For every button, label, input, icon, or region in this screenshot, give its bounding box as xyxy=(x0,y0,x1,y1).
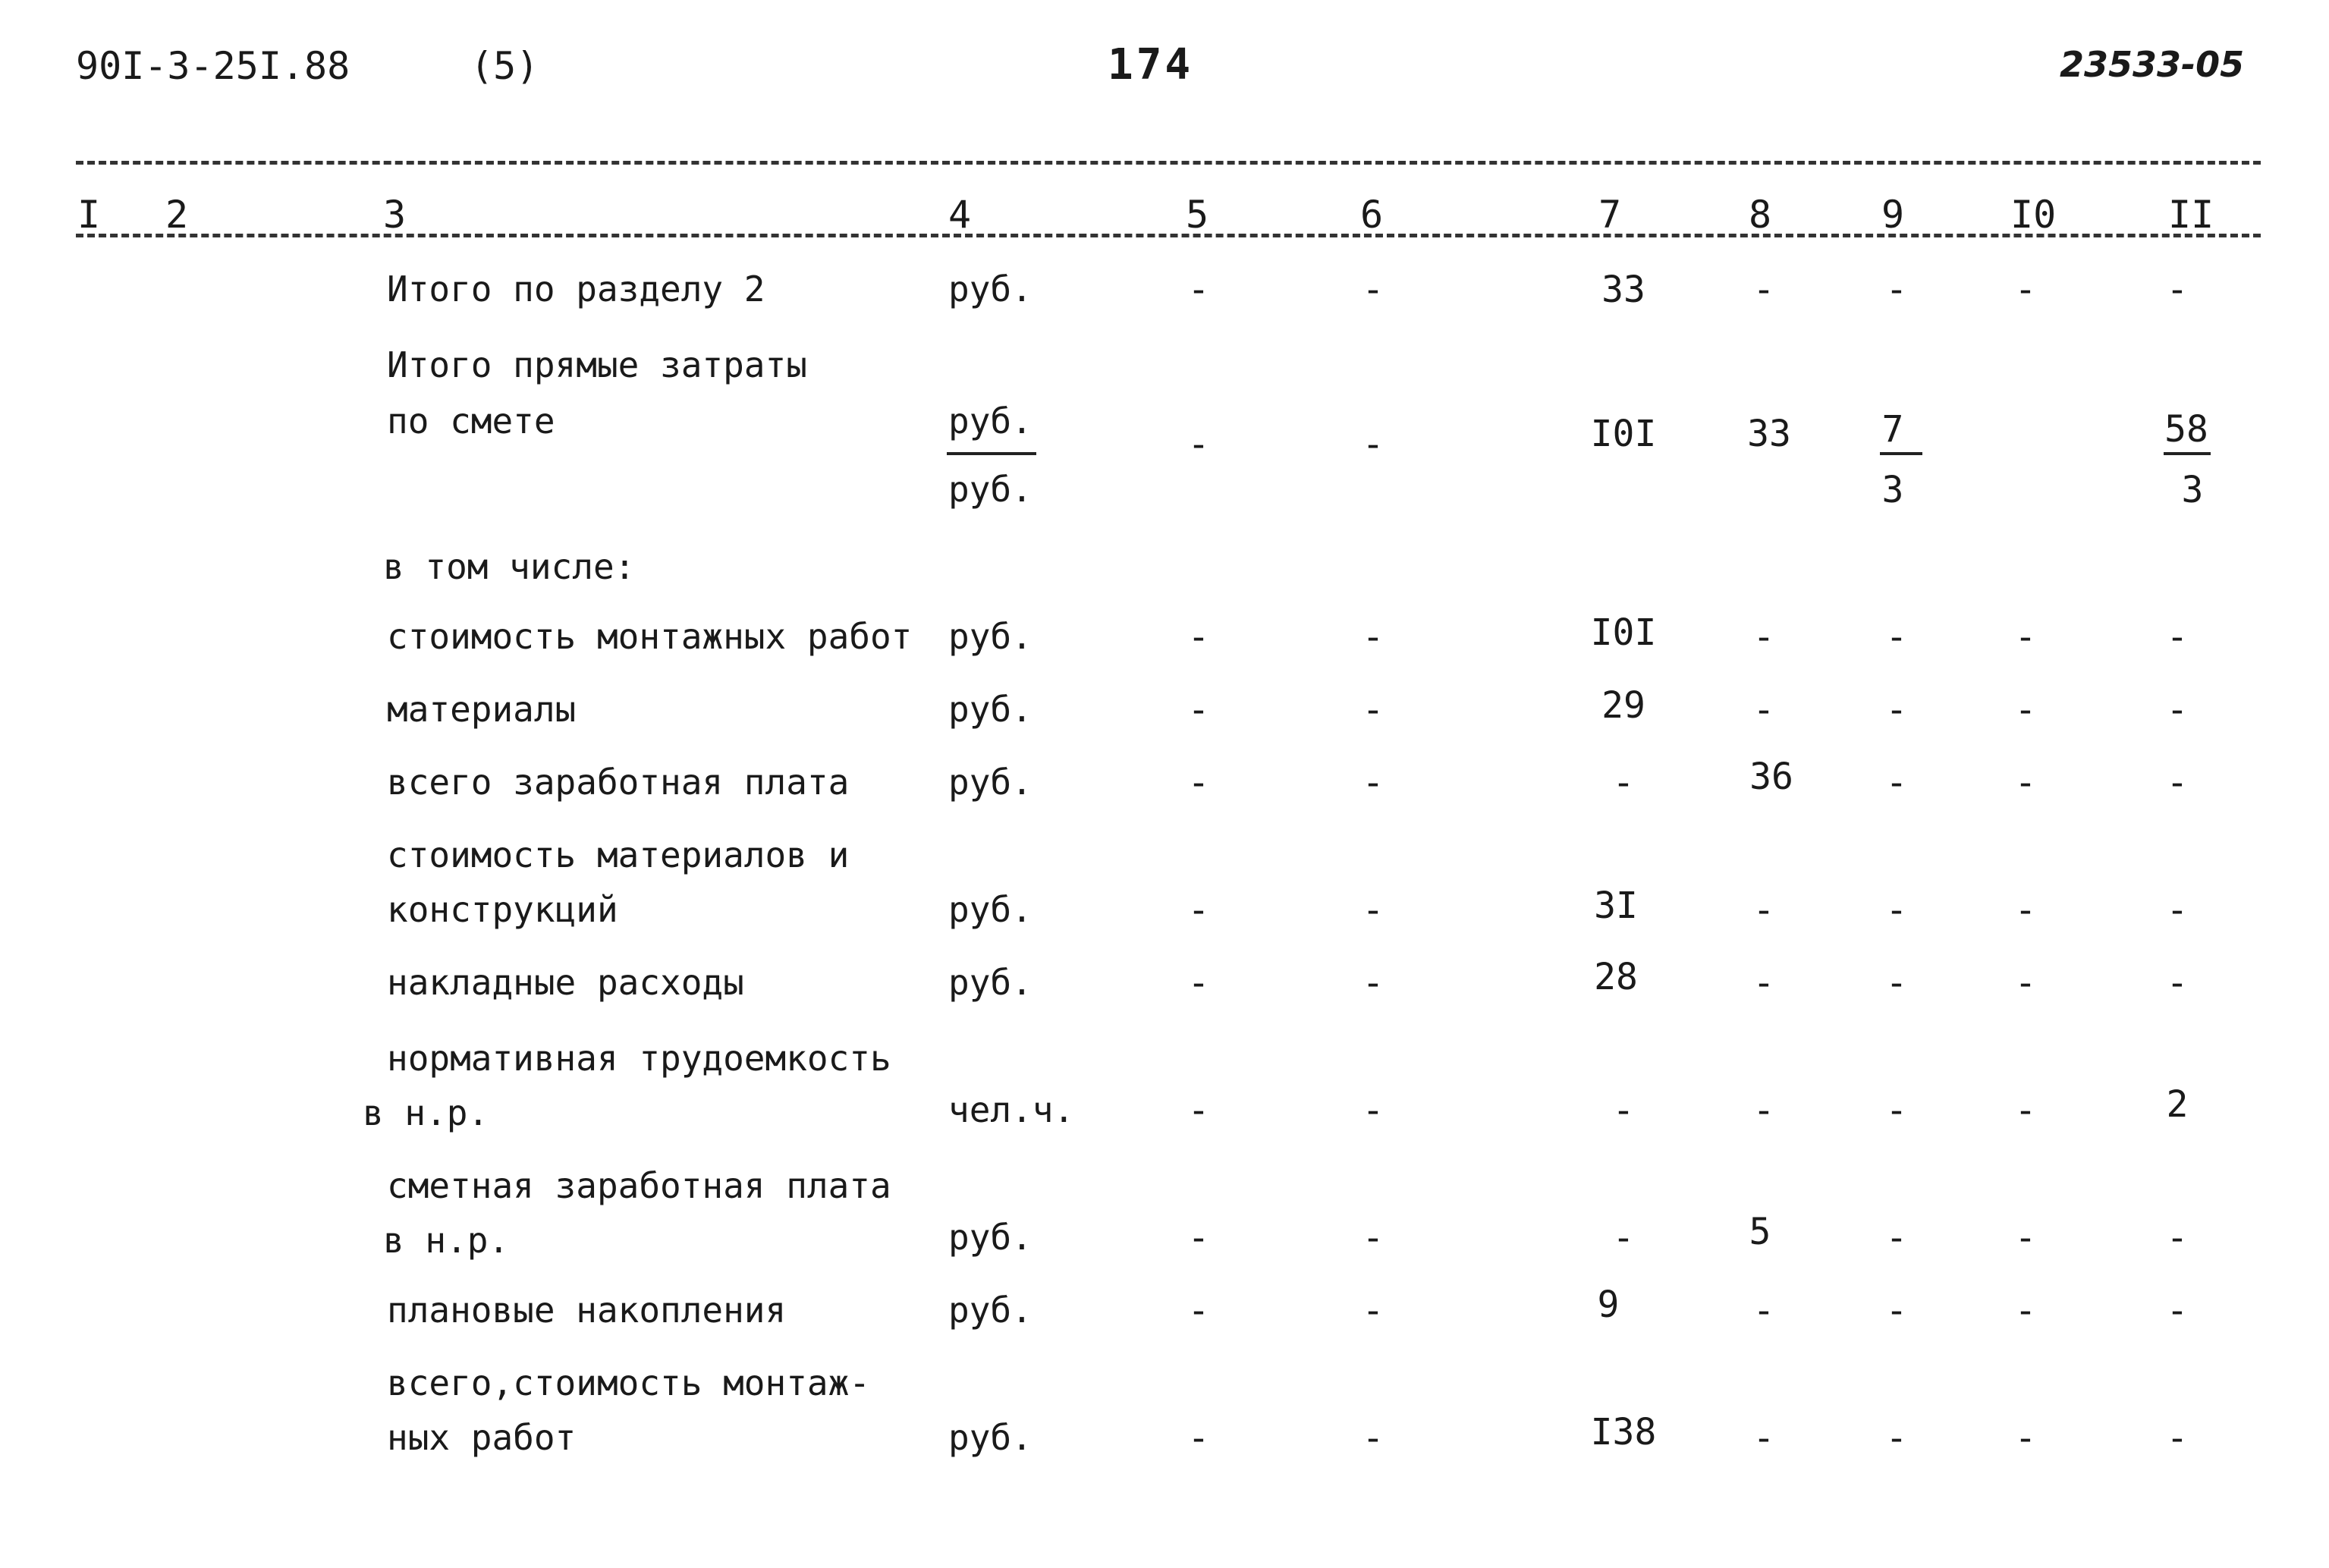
cell-c6: - xyxy=(1362,1089,1385,1132)
row-unit: руб. xyxy=(948,889,1032,930)
row-label: стоимость монтажных работ xyxy=(387,616,913,657)
cell-c11-numerator: 58 xyxy=(2164,408,2208,451)
row-unit: руб. xyxy=(948,401,1032,441)
cell-c5: - xyxy=(1187,1217,1210,1259)
cell-c7: - xyxy=(1612,1217,1635,1259)
cell-c8: - xyxy=(1752,1089,1775,1132)
cell-c7: - xyxy=(1612,1089,1635,1132)
cell-c10: - xyxy=(2014,269,2037,311)
row-label: по смете xyxy=(387,401,555,441)
row-label: конструкций xyxy=(387,889,618,930)
row-label: Итого прямые затраты xyxy=(387,344,807,385)
cell-c10: - xyxy=(2014,1417,2037,1460)
cell-c8: - xyxy=(1752,889,1775,932)
row-label: сметная заработная плата xyxy=(387,1165,891,1206)
cell-c6: - xyxy=(1362,762,1385,804)
col-header-1: I xyxy=(77,193,101,237)
cell-c9-denominator: 3 xyxy=(1881,469,1904,511)
col-header-2: 2 xyxy=(165,193,189,237)
cell-c11: - xyxy=(2166,616,2189,658)
cell-c10: - xyxy=(2014,889,2037,932)
cell-c6: - xyxy=(1362,1417,1385,1460)
row-label: накладные расходы xyxy=(387,962,744,1003)
cell-c9: - xyxy=(1885,1417,1908,1460)
cell-c6: - xyxy=(1362,1217,1385,1259)
row-unit: руб. xyxy=(948,1290,1032,1331)
cell-c9: - xyxy=(1885,616,1908,658)
cell-c8: 5 xyxy=(1749,1211,1771,1253)
cell-c8: - xyxy=(1752,689,1775,731)
cell-c11: - xyxy=(2166,962,2189,1004)
cell-c11: - xyxy=(2166,1217,2189,1259)
cell-c8: 36 xyxy=(1749,756,1793,798)
cell-c10: - xyxy=(2014,962,2037,1004)
row-label: в н.р. xyxy=(363,1092,489,1133)
row-unit: руб. xyxy=(948,962,1032,1003)
cell-c8: - xyxy=(1752,962,1775,1004)
row-label: ных работ xyxy=(387,1417,577,1458)
cell-c5: - xyxy=(1187,1417,1210,1460)
cell-c6: - xyxy=(1362,689,1385,731)
col-header-5: 5 xyxy=(1186,193,1209,237)
row-label: всего,стоимость монтаж- xyxy=(387,1362,870,1403)
cell-c9: - xyxy=(1885,689,1908,731)
row-unit: руб. xyxy=(948,1217,1032,1258)
row-label: плановые накопления xyxy=(387,1290,787,1331)
col-header-3: 3 xyxy=(383,193,407,237)
row-label: всего заработная плата xyxy=(387,762,850,803)
cell-c9: - xyxy=(1885,1217,1908,1259)
cell-c7: - xyxy=(1612,762,1635,804)
row-label: стоимость материалов и xyxy=(387,834,850,875)
col-header-9: 9 xyxy=(1881,193,1905,237)
fraction-bar xyxy=(947,452,1036,455)
cell-c8: - xyxy=(1752,269,1775,311)
cell-c6: - xyxy=(1362,269,1385,311)
cell-c11: - xyxy=(2166,1290,2189,1332)
col-header-7: 7 xyxy=(1598,193,1622,237)
cell-c5: - xyxy=(1187,689,1210,731)
cell-c9: - xyxy=(1885,1290,1908,1332)
cell-c11: - xyxy=(2166,889,2189,932)
cell-c11: 2 xyxy=(2166,1083,2189,1126)
cell-c6: - xyxy=(1362,889,1385,932)
cell-c5: - xyxy=(1187,269,1210,311)
header-top-rule xyxy=(76,161,2261,165)
row-label: в том числе: xyxy=(383,546,636,587)
row-unit: руб. xyxy=(948,762,1032,803)
cell-c9: - xyxy=(1885,1089,1908,1132)
cell-c8: 33 xyxy=(1747,413,1791,455)
cell-c10: - xyxy=(2014,616,2037,658)
cell-c10: - xyxy=(2014,1290,2037,1332)
cell-c7: 28 xyxy=(1594,956,1638,998)
row-unit: чел.ч. xyxy=(948,1089,1075,1130)
inventory-stamp: 23533-05 xyxy=(2060,44,2245,85)
col-header-8: 8 xyxy=(1749,193,1772,237)
cell-c7: I38 xyxy=(1590,1411,1657,1453)
row-label: материалы xyxy=(387,689,577,730)
cell-c5: - xyxy=(1187,1290,1210,1332)
cell-c9: - xyxy=(1885,962,1908,1004)
row-unit: руб. xyxy=(948,1417,1032,1458)
cell-c11: - xyxy=(2166,1417,2189,1460)
cell-c9: - xyxy=(1885,269,1908,311)
cell-c11: - xyxy=(2166,762,2189,804)
cell-c6: - xyxy=(1362,962,1385,1004)
cell-c9-numerator: 7 xyxy=(1881,408,1904,451)
row-unit: руб. xyxy=(948,689,1032,730)
cell-c8: - xyxy=(1752,1417,1775,1460)
cell-c11: - xyxy=(2166,269,2189,311)
cell-c6: - xyxy=(1362,1290,1385,1332)
row-unit-denominator: руб. xyxy=(948,469,1032,510)
cell-c5: - xyxy=(1187,423,1210,466)
cell-c5: - xyxy=(1187,762,1210,804)
row-label: нормативная трудоемкость xyxy=(387,1038,891,1079)
cell-c7: 29 xyxy=(1601,684,1645,727)
cell-c9: - xyxy=(1885,889,1908,932)
fraction-bar xyxy=(1880,452,1922,455)
cell-c7: 9 xyxy=(1597,1284,1620,1326)
cell-c11-denominator: 3 xyxy=(2181,469,2204,511)
cell-c5: - xyxy=(1187,962,1210,1004)
row-unit: руб. xyxy=(948,269,1032,310)
cell-c5: - xyxy=(1187,616,1210,658)
cell-c10: - xyxy=(2014,1089,2037,1132)
cell-c5: - xyxy=(1187,1089,1210,1132)
cell-c9: - xyxy=(1885,762,1908,804)
fraction-bar xyxy=(2164,452,2211,455)
col-header-10: I0 xyxy=(2010,193,2057,237)
row-label: в н.р. xyxy=(383,1220,510,1261)
cell-c5: - xyxy=(1187,889,1210,932)
cell-c8: - xyxy=(1752,616,1775,658)
row-label: Итого по разделу 2 xyxy=(387,269,765,310)
sheet-number: (5) xyxy=(470,44,539,88)
document-code: 90I-3-25I.88 xyxy=(76,44,350,88)
cell-c7: I0I xyxy=(1590,611,1657,654)
page-number: 174 xyxy=(1108,40,1194,90)
cell-c10: - xyxy=(2014,1217,2037,1259)
cell-c7: 33 xyxy=(1601,269,1645,311)
col-header-4: 4 xyxy=(948,193,972,237)
cell-c6: - xyxy=(1362,616,1385,658)
cell-c8: - xyxy=(1752,1290,1775,1332)
cell-c10: - xyxy=(2014,762,2037,804)
col-header-11: II xyxy=(2168,193,2214,237)
col-header-6: 6 xyxy=(1360,193,1384,237)
cell-c7: 3I xyxy=(1594,885,1638,927)
cell-c10: - xyxy=(2014,689,2037,731)
row-unit: руб. xyxy=(948,616,1032,657)
cell-c11: - xyxy=(2166,689,2189,731)
cell-c7: I0I xyxy=(1590,413,1657,455)
cell-c6: - xyxy=(1362,423,1385,466)
